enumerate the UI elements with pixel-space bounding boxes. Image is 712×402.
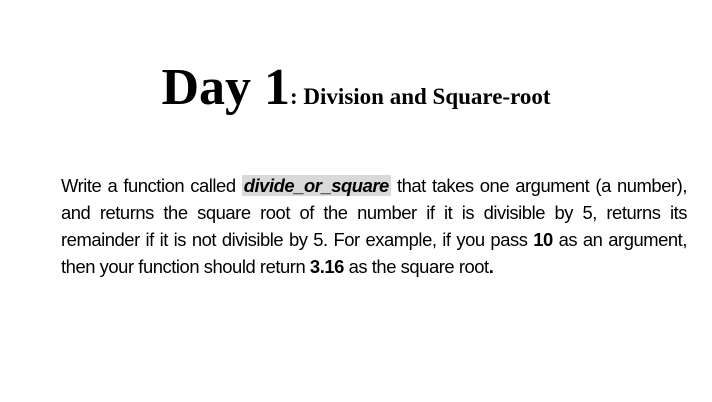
ending-period: .: [488, 256, 494, 277]
example-input: 10: [533, 229, 553, 250]
title-subtitle: : Division and Square-root: [290, 84, 551, 109]
text-segment: as the square root: [343, 256, 489, 277]
text-segment: Write a function called: [61, 175, 242, 196]
example-output: 3.16: [309, 256, 344, 277]
function-name: divide_or_square: [243, 175, 389, 196]
problem-description: [61, 172, 687, 280]
text-segment: that takes one argument (a number), and returns the square root of the number if it is divisible by 5, returns its remainder if it is not divisible by 5. For example, if you pass: [61, 175, 687, 250]
day-heading: Day 1: [161, 59, 291, 116]
text-segment: as an argument, then your function should return: [61, 229, 687, 277]
page-title: [0, 59, 712, 116]
